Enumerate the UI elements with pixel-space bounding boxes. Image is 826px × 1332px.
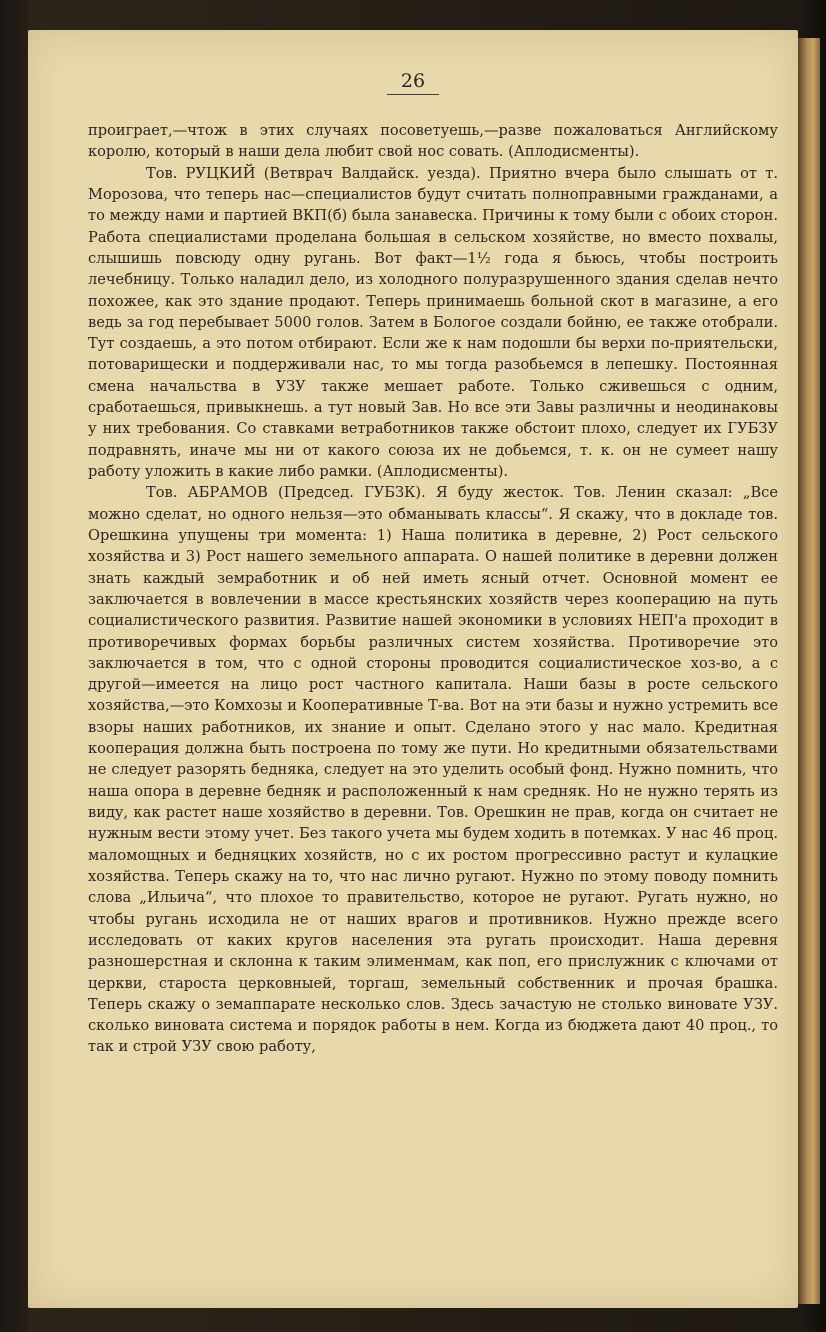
page-number-text: 26: [387, 70, 439, 95]
paragraph: проиграет,—чтож в этих случаях посоветуешь,—разве пожаловаться Английскому королю, который в наши дела любит свой нос совать. (Аплодисменты).: [88, 122, 778, 161]
document-page: [28, 30, 798, 1308]
page-number: [28, 70, 798, 95]
paragraph: Тов. РУЦКИЙ (Ветврач Валдайск. уезда). Приятно вчера было слышать от т. Морозова, что теперь нас—специалистов будут считать полноправными гражданами, а то между нами и партией ВКП(б) была занавеска. Причины к тому были с обоих сторон. Работа специалистами проделана большая в сельском хозяйстве, но вместо похвалы, слышишь повсюду одну ругань. Вот факт—1½ года я бьюсь, чтобы построить лечебницу. Только наладил дело, из холодного полуразрушенного здания сделав нечто похожее, как это здание продают. Теперь принимаешь больной скот в магазине, а его ведь за год перебывает 5000 голов. Затем в Бологое создали бойню, ее также отобрали. Тут создаешь, а это потом отбирают. Если же к нам подошли бы верхи по-приятельски, потоварищески и поддерживали нас, то мы тогда разобьемся в лепешку. Постоянная смена начальства в УЗУ также мешает работе. Только сживешься с одним, сработаешься, привыкнешь. а тут новый Зав. Но все эти Завы различны и неодинаковы у них требования. Со ставками ветработников также обстоит плохо, следует их ГУБЗУ подравнять, иначе мы ни от какого союза их не добьемся, т. к. он не сумеет нашу работу уложить в какие либо рамки. (Аплодисменты).: [88, 164, 778, 480]
body-text: [88, 120, 778, 1058]
next-page-edge: [798, 38, 820, 1304]
paragraph: Тов. АБРАМОВ (Председ. ГУБЗК). Я буду жесток. Тов. Ленин сказал: „Все можно сделат, но одного нельзя—это обманывать классы“. Я скажу, что в докладе тов. Орешкина упущены три момента: 1) Наша политика в деревне, 2) Рост сельского хозяйства и 3) Рост нашего земельного аппарата. О нашей политике в деревни должен знать каждый земработник и об ней иметь ясный отчет. Основной момент ее заключается в вовлечении в массе крестьянских хозяйств через кооперацию на путь социалистического развития. Развитие нашей экономики в условиях НЕП'а проходит в противоречивых формах борьбы различных систем хозяйства. Противоречие это заключается в том, что с одной стороны проводится социалистическое хоз-во, а с другой—имеется на лицо рост частного капитала. Наши базы в росте сельского хозяйства,—это Комхозы и Кооперативные Т-ва. Вот на эти базы и нужно устремить все взоры наших работников, их знание и опыт. Сделано этого у нас мало. Кредитная кооперация должна быть построена по тому же пути. Но кредитными обязательствами не следует разорять бедняка, следует на это уделить особый фонд. Нужно помнить, что наша опора в деревне бедняк и расположенный к нам средняк. Но не нужно терять из виду, как растет наше хозяйство в деревни. Тов. Орешкин не прав, когда он считает не нужным вести этому учет. Без такого учета мы будем ходить в потемках. У нас 46 проц. маломощных и бедняцких хозяйств, но с их ростом прогрессивно растут и кулацкие хозяйства. Теперь скажу на то, что нас лично ругают. Нужно по этому поводу помнить слова „Ильича“, что плохое то правительство, которое не ругают. Ругать нужно, но чтобы ругань исходила не от наших врагов и противников. Нужно прежде всего исследовать от каких кругов населения эта ругать происходит. Наша деревня разношерстная и склонна к таким элименмам, как поп, его прислужник с ключами от церкви, староста церковныей, торгаш, земельный собственник и прочая брашка. Теперь скажу о земаппарате несколько слов. Здесь зачастую не столько виновате УЗУ. сколько виновата система и порядок работы в нем. Когда из бюджета дают 40 проц., то так и строй УЗУ свою работу,: [88, 484, 778, 1056]
